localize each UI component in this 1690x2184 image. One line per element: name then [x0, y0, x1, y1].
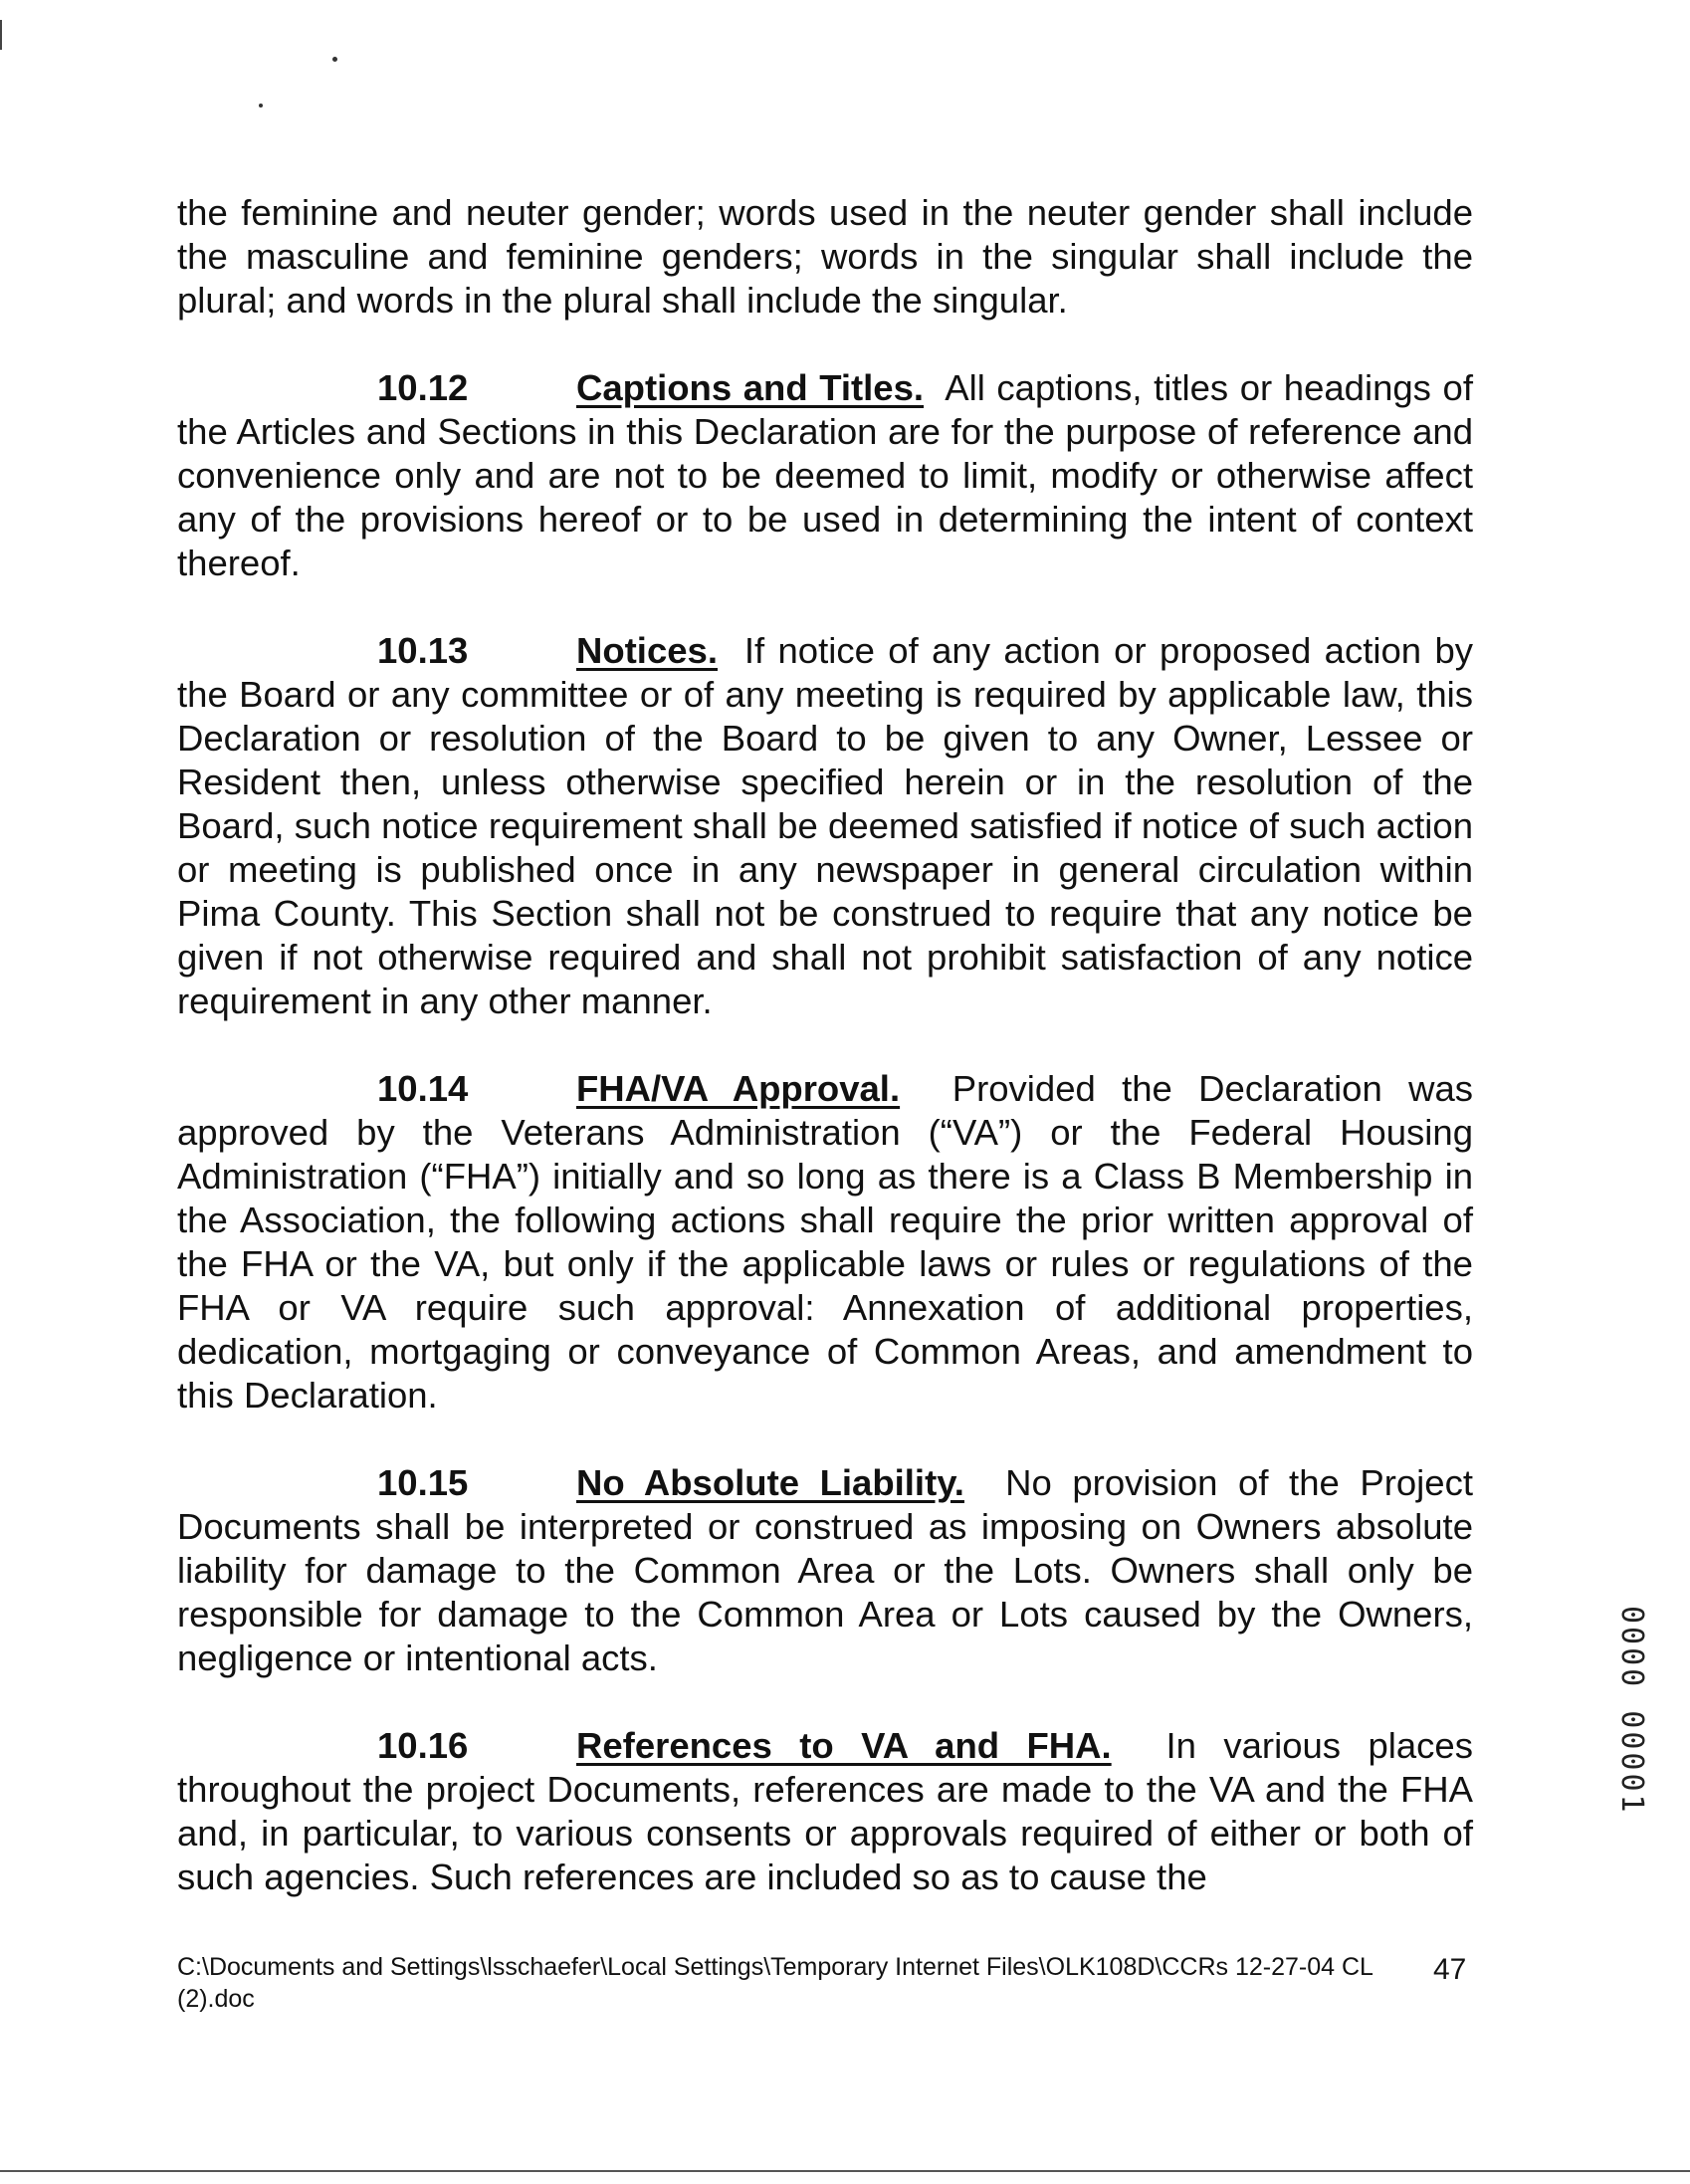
section-number: 10.13: [377, 630, 469, 671]
footer-file-path: [177, 1951, 1471, 2015]
scan-bottom-edge: [0, 2170, 1690, 2172]
section-body: All captions, titles or headings of the Articles and Sections in this Declaration are for the purpose of reference and convenience only and are not to be deemed to limit, modify or otherwise affect any of the provisions hereof or to be used in determining the intent of context thereof.: [177, 367, 1473, 583]
footer-path-text: C:\Documents and Settings\lsschaefer\Local Settings\Temporary Internet Files\OLK108D\CCRs 12-27-04 CL (2).doc: [177, 1953, 1373, 2013]
continuation-text: the feminine and neuter gender; words used in the neuter gender shall include the masculine and feminine genders; words in the singular shall include the plural; and words in the plural shall include the singular.: [177, 192, 1473, 321]
scan-speck: [259, 104, 263, 108]
section-body: Provided the Declaration was approved by the Veterans Administration (“VA”) or the Federal Housing Administration (“FHA”) initially and so long as there is a Class B Membership in the Association, the following actions shall require the prior written approval of the FHA or the VA, but only if the applicable laws or rules or regulations of the FHA or VA require such approval: Annexation of additional properties, dedication, mortgaging or conveyance of Common Areas, and amendment to this Declaration.: [177, 1068, 1473, 1416]
section-body: In various places throughout the project Documents, references are made to the VA and the FHA and, in particular, to various consents or approvals required of either or both of such agencies. Such references are included so as to cause the: [177, 1725, 1473, 1897]
section-title: Notices.: [576, 630, 718, 671]
section-10-12: [177, 366, 1473, 585]
margin-stamp-text: 0000 00001: [1614, 1606, 1649, 1816]
section-10-15: [177, 1461, 1473, 1680]
section-number: 10.12: [377, 367, 469, 408]
continuation-paragraph: [177, 191, 1473, 323]
margin-stamp: [1614, 1606, 1657, 1904]
page-number: 47: [1433, 1953, 1467, 1986]
section-title: No Absolute Liability.: [576, 1462, 964, 1503]
section-body: If notice of any action or proposed action by the Board or any committee or of any meeting is required by applicable law, this Declaration or resolution of the Board to be given to any Owner, Lessee or Resident then, unless otherwise specified herein or in the resolution of the Board, such notice requirement shall be deemed satisfied if notice of such action or meeting is published once in any newspaper in general circulation within Pima County. This Section shall not be construed to require that any notice be given if not otherwise required and shall not prohibit satisfaction of any notice requirement in any other manner.: [177, 630, 1473, 1021]
section-10-14: [177, 1067, 1473, 1418]
section-number: 10.16: [377, 1725, 469, 1766]
section-title: Captions and Titles.: [576, 367, 925, 408]
section-body: No provision of the Project Documents shall be interpreted or construed as imposing on Owners absolute liability for damage to the Common Area or the Lots. Owners shall only be responsible for damage to the Common Area or Lots caused by the Owners, negligence or intentional acts.: [177, 1462, 1473, 1678]
section-10-13: [177, 629, 1473, 1023]
scan-speck: [332, 57, 337, 62]
section-title: FHA/VA Approval.: [576, 1068, 901, 1109]
section-number: 10.15: [377, 1462, 469, 1503]
section-number: 10.14: [377, 1068, 469, 1109]
section-title: References to VA and FHA.: [576, 1725, 1112, 1766]
scan-edge-mark: [0, 20, 2, 50]
section-10-16: [177, 1724, 1473, 1899]
